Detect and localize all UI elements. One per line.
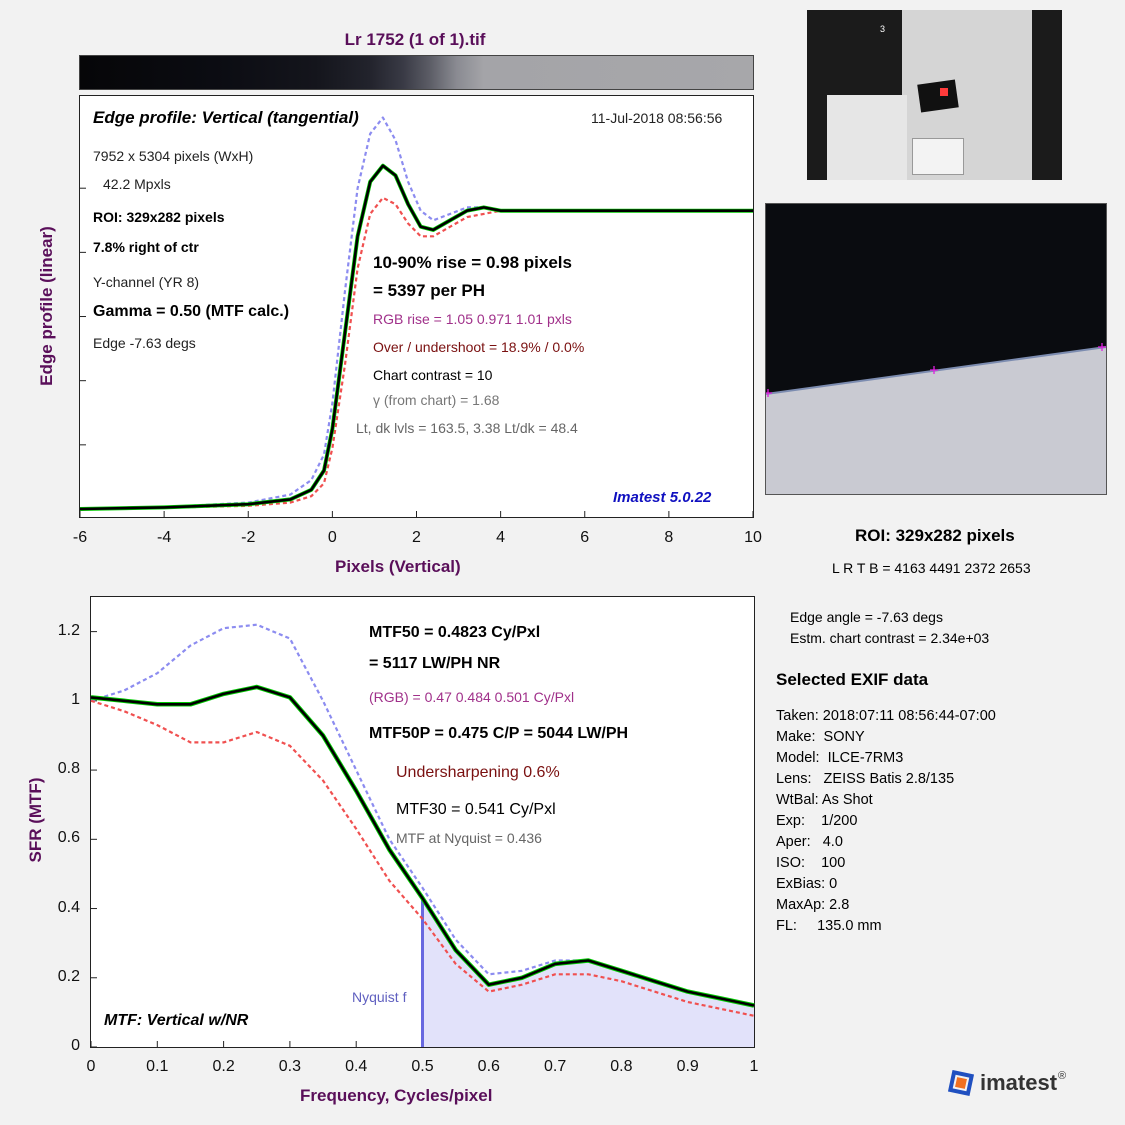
mtf-x-tick-label: 0.4: [345, 1058, 368, 1075]
thumbnail-number: 3: [880, 24, 886, 34]
mtf-x-tick-label: 0.5: [411, 1058, 434, 1075]
edge-x-tick-label: -2: [241, 529, 256, 546]
mtf-y-tick-label: 0.6: [57, 829, 80, 847]
roi-preview[interactable]: [765, 203, 1107, 495]
estimated-chart-contrast: Estm. chart contrast = 2.34e+03: [790, 630, 990, 646]
mtf-y-axis-label: SFR (MTF): [26, 777, 45, 863]
mtf-x-tick-label: 0.2: [212, 1058, 235, 1075]
edge-angle: Edge angle = -7.63 degs: [790, 609, 943, 625]
exif-row: Exp: 1/200: [776, 813, 858, 829]
mtf-y-tick-label: 0.8: [57, 760, 80, 778]
image-dimensions: 7952 x 5304 pixels (WxH): [93, 148, 254, 164]
roi-bounds: L R T B = 4163 4491 2372 2653: [832, 560, 1031, 576]
mtf-at-nyquist: MTF at Nyquist = 0.436: [396, 830, 542, 846]
rise-distance: 10-90% rise = 0.98 pixels: [373, 253, 572, 272]
exif-row: Make: SONY: [776, 729, 865, 745]
edge-x-tick-label: 0: [327, 529, 337, 546]
mtf30: MTF30 = 0.541 Cy/Pxl: [396, 801, 556, 818]
mtf-caption: MTF: Vertical w/NR: [104, 1012, 249, 1029]
exif-title: Selected EXIF data: [776, 670, 929, 689]
mtf-x-tick-label: 0.3: [278, 1058, 302, 1075]
rise-per-ph: = 5397 per PH: [373, 281, 485, 300]
mtf-y-tick-label: 1.2: [57, 621, 80, 639]
exif-row: Lens: ZEISS Batis 2.8/135: [776, 771, 955, 787]
rgb-mtf50: (RGB) = 0.47 0.484 0.501 Cy/Pxl: [369, 689, 575, 705]
exif-row: Aper: 4.0: [776, 834, 843, 850]
mtf-x-tick-label: 0.1: [146, 1058, 169, 1075]
exif-row: Model: ILCE-7RM3: [776, 750, 904, 766]
thumbnail-door: [827, 95, 907, 180]
mtf-y-tick-label: 0.2: [57, 967, 80, 985]
roi-title: ROI: 329x282 pixels: [855, 526, 1015, 545]
nyquist-label: Nyquist f: [352, 989, 407, 1005]
mtf-x-tick-label: 0.6: [477, 1058, 500, 1075]
gray-gradient-bar: [79, 55, 754, 90]
mtf-x-tick-label: 0.9: [676, 1058, 699, 1075]
nyquist-shaded-area: [423, 898, 755, 1047]
edge-x-tick-label: 8: [664, 529, 674, 546]
edge-x-axis-label: Pixels (Vertical): [335, 557, 461, 576]
timestamp: 11-Jul-2018 08:56:56: [591, 110, 723, 126]
roi-size: ROI: 329x282 pixels: [93, 209, 225, 225]
gamma-from-chart: γ (from chart) = 1.68: [373, 392, 500, 408]
megapixels: 42.2 Mpxls: [103, 176, 171, 192]
undersharpening: Undersharpening 0.6%: [396, 764, 560, 781]
exif-list: [776, 706, 996, 937]
gamma: Gamma = 0.50 (MTF calc.): [93, 303, 290, 320]
imatest-logo-icon: [948, 1070, 976, 1098]
rgb-rise: RGB rise = 1.05 0.971 1.01 pxls: [373, 311, 572, 327]
roi-preview-image: [766, 204, 1106, 494]
edge-x-tick-label: 2: [412, 529, 421, 546]
edge-angle-short: Edge -7.63 degs: [93, 335, 196, 351]
edge-x-tick-label: -4: [157, 529, 172, 546]
edge-x-tick-label: 6: [580, 529, 590, 546]
exif-row: FL: 135.0 mm: [776, 918, 882, 934]
exif-row: Taken: 2018:07:11 08:56:44-07:00: [776, 708, 996, 724]
chart-thumbnail[interactable]: [807, 10, 1062, 180]
exif-row: MaxAp: 2.8: [776, 897, 850, 913]
edge-profile-title: Edge profile: Vertical (tangential): [93, 108, 359, 127]
edge-x-tick-label: 4: [496, 529, 506, 546]
thumbnail-label-card: [912, 138, 964, 175]
exif-row: ExBias: 0: [776, 876, 838, 892]
mtf-x-tick-label: 0: [86, 1058, 96, 1075]
edge-x-tick-label: 10: [744, 529, 762, 546]
registered-mark: ®: [1058, 1070, 1067, 1082]
roi-position: 7.8% right of ctr: [93, 239, 199, 255]
mtf50: MTF50 = 0.4823 Cy/Pxl: [369, 624, 541, 641]
imatest-version: Imatest 5.0.22: [613, 489, 712, 506]
edge-x-tick-label: -6: [72, 529, 88, 546]
channel: Y-channel (YR 8): [93, 274, 200, 290]
mtf-y-tick-label: 0: [71, 1037, 80, 1054]
light-dark-levels: Lt, dk lvls = 163.5, 3.38 Lt/dk = 48.4: [356, 420, 578, 436]
mtf50p: MTF50P = 0.475 C/P = 5044 LW/PH: [369, 725, 629, 742]
mtf-x-tick-label: 1: [749, 1058, 759, 1075]
overshoot: Over / undershoot = 18.9% / 0.0%: [373, 339, 585, 355]
mtf-y-tick-label: 0.4: [57, 898, 80, 916]
mtf-x-tick-label: 0.7: [543, 1058, 567, 1075]
thumbnail-slanted-edge: [917, 79, 959, 112]
mtf-y-tick-label: 1: [71, 690, 80, 708]
exif-row: ISO: 100: [776, 855, 846, 871]
mtf-x-tick-label: 0.8: [610, 1058, 633, 1075]
exif-row: WtBal: As Shot: [776, 792, 873, 808]
mtf-x-axis-label: Frequency, Cycles/pixel: [300, 1086, 493, 1105]
window-title: Lr 1752 (1 of 1).tif: [344, 30, 486, 49]
lw-ph: = 5117 LW/PH NR: [369, 655, 501, 672]
chart-contrast: Chart contrast = 10: [373, 367, 493, 383]
edge-y-axis-label: Edge profile (linear): [37, 226, 56, 386]
thumbnail-roi-marker: [940, 88, 948, 96]
imatest-logo-text: imatest: [980, 1070, 1058, 1095]
